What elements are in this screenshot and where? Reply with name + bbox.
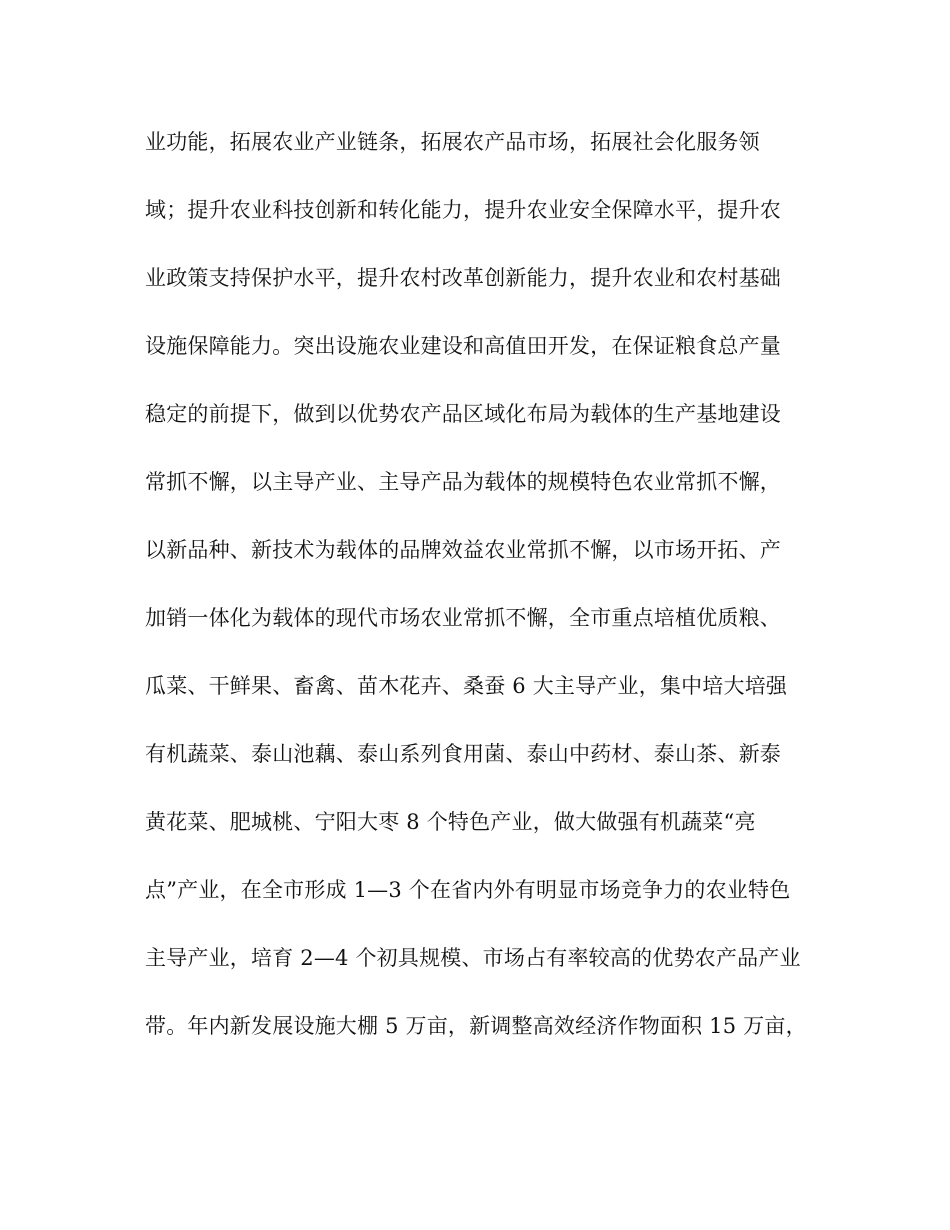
text-line: 域；提升农业科技创新和转化能力，提升农业安全保障水平，提升农	[145, 198, 781, 222]
text-line: 点”产业，在全市形成 1—3 个在省内外有明显市场竞争力的农业特色	[145, 878, 791, 902]
text-line: 有机蔬菜、泰山池藕、泰山系列食用菌、泰山中药材、泰山茶、新泰	[145, 742, 781, 766]
text-line: 瓜菜、干鲜果、畜禽、苗木花卉、桑蚕 6 大主导产业，集中培大培强	[145, 674, 788, 698]
text-line: 稳定的前提下，做到以优势农产品区域化布局为载体的生产基地建设	[145, 402, 781, 426]
text-line: 带。年内新发展设施大棚 5 万亩，新调整高效经济作物面积 15 万亩，	[145, 1014, 807, 1038]
text-line: 常抓不懈，以主导产业、主导产品为载体的规模特色农业常抓不懈，	[145, 470, 781, 494]
text-line: 以新品种、新技术为载体的品牌效益农业常抓不懈，以市场开拓、产	[145, 538, 781, 562]
text-line: 黄花菜、肥城桃、宁阳大枣 8 个特色产业，做大做强有机蔬菜“亮	[145, 810, 756, 834]
body-text	[145, 124, 815, 1076]
text-line: 主导产业，培育 2—4 个初具规模、市场占有率较高的优势农产品产业	[145, 946, 801, 970]
text-line: 设施保障能力。突出设施农业建设和高值田开发，在保证粮食总产量	[145, 334, 781, 358]
text-line: 加销一体化为载体的现代市场农业常抓不懈，全市重点培植优质粮、	[145, 606, 781, 630]
text-line: 业功能，拓展农业产业链条，拓展农产品市场，拓展社会化服务领	[145, 130, 760, 154]
text-line: 业政策支持保护水平，提升农村改革创新能力，提升农业和农村基础	[145, 266, 781, 290]
